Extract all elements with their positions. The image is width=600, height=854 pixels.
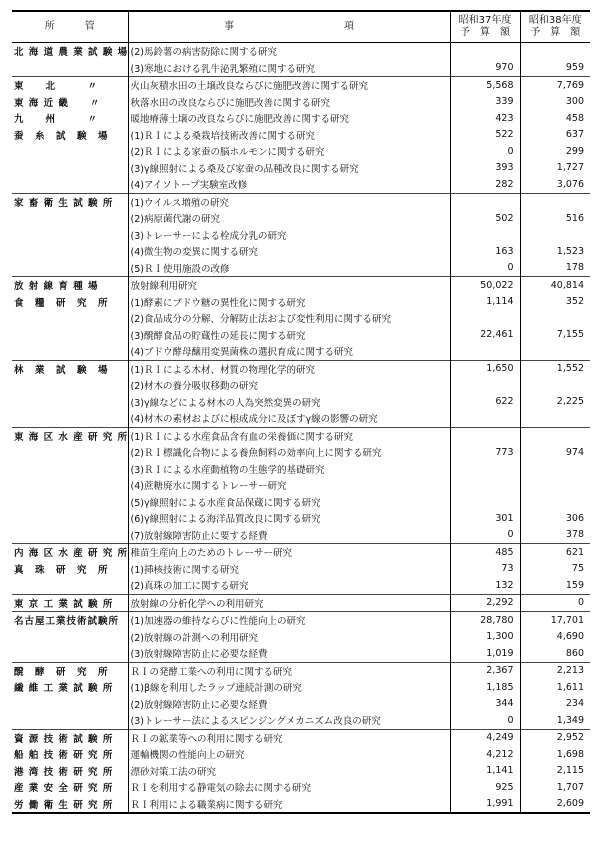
item-cell: (2)ＲＩ標識化合物による養魚飼料の効率向上に関する研究 — [128, 444, 450, 461]
budget-37-cell — [450, 227, 520, 244]
item-cell: (3)醗酵食品の貯蔵性の延長に関する研究 — [128, 327, 450, 344]
item-cell: (3)放射線障害防止に必要な経費 — [128, 645, 450, 662]
table-row — [12, 763, 590, 780]
table-row — [12, 310, 590, 327]
office-cell — [12, 260, 128, 277]
budget-37-cell: 4,249 — [450, 729, 520, 746]
table-row — [12, 43, 590, 60]
budget-38-cell: 1,552 — [520, 360, 590, 377]
item-cell: 稚苗生産向上のためのトレーサー研究 — [128, 544, 450, 561]
office-cell — [12, 394, 128, 411]
item-cell: 運輸機関の性能向上の研究 — [128, 746, 450, 763]
table-row — [12, 143, 590, 160]
budget-37-cell: 344 — [450, 696, 520, 713]
office-cell: 繊 維 工 業 試 験 所 — [14, 683, 114, 695]
item-cell: (3)トレーサー法によるスピンジングメカニズム改良の研究 — [128, 712, 450, 729]
budget-37-cell: 1,300 — [450, 629, 520, 646]
budget-38-cell — [520, 193, 590, 210]
office-cell: 東 京 工 業 試 験 所 — [12, 594, 128, 612]
budget-37-cell — [450, 427, 520, 444]
table-row — [12, 612, 590, 629]
item-cell: (1)ＲＩによる木材、材質の物理化学的研究 — [128, 360, 450, 377]
budget-38-cell: 0 — [520, 594, 590, 612]
office-cell: 内 海 区 水 産 研 究 所 — [12, 544, 128, 561]
budget-38-cell: 7,769 — [520, 77, 590, 94]
office-cell — [12, 327, 128, 344]
budget-37-cell: 1,019 — [450, 645, 520, 662]
budget-37-cell — [450, 494, 520, 511]
budget-38-cell: 458 — [520, 110, 590, 127]
item-cell: 秋落水田の改良ならびに施肥改善に関する研究 — [128, 94, 450, 111]
budget-38-cell — [520, 461, 590, 478]
budget-37-cell: 0 — [450, 712, 520, 729]
item-cell: (4)材木の素材およびに根成成分に及ぼすγ線の影響の研究 — [128, 410, 450, 427]
table-row — [12, 729, 590, 746]
table-row — [12, 477, 590, 494]
budget-38-cell: 2,115 — [520, 763, 590, 780]
table-row — [12, 527, 590, 544]
budget-38-cell: 2,225 — [520, 394, 590, 411]
table-row — [12, 629, 590, 646]
item-cell: (3)ＲＩによる水産動植物の生態学的基礎研究 — [128, 461, 450, 478]
budget-38-cell: 2,213 — [520, 662, 590, 679]
table-row — [12, 662, 590, 679]
table-row — [12, 160, 590, 177]
budget-37-cell: 423 — [450, 110, 520, 127]
budget-38-cell — [520, 377, 590, 394]
budget-38-cell: 299 — [520, 143, 590, 160]
budget-37-cell — [450, 477, 520, 494]
table-row — [12, 410, 590, 427]
budget-38-cell: 1,727 — [520, 160, 590, 177]
budget-38-cell: 637 — [520, 127, 590, 144]
table-row — [12, 210, 590, 227]
budget-38-cell: 75 — [520, 561, 590, 578]
office-cell — [12, 696, 128, 713]
item-cell: (4)ブドウ酵母醸用変異菌株の選択育成に関する研究 — [128, 343, 450, 360]
item-cell: (7)放射線障害防止に要する経費 — [128, 527, 450, 544]
office-cell: 資 源 技 術 試 験 所 — [12, 729, 128, 746]
item-cell: (2)放射線障害防止に必要な経費 — [128, 696, 450, 713]
budget-37-cell: 28,780 — [450, 612, 520, 629]
budget-37-cell: 282 — [450, 176, 520, 193]
office-cell: 真 珠 研 究 所 — [14, 564, 109, 576]
item-cell: 暖地瘠薄土壌の改良ならびに施肥改善に関する研究 — [128, 110, 450, 127]
item-cell: (6)γ線照射による海洋品質改良に関する研究 — [128, 510, 450, 527]
budget-38-cell: 1,523 — [520, 243, 590, 260]
table-row — [12, 645, 590, 662]
budget-38-cell — [520, 427, 590, 444]
budget-37-cell: 1,141 — [450, 763, 520, 780]
budget-38-cell: 4,690 — [520, 629, 590, 646]
office-cell — [12, 410, 128, 427]
budget-37-cell: 50,022 — [450, 277, 520, 294]
table-row — [12, 77, 590, 94]
table-row — [12, 377, 590, 394]
table-row — [12, 94, 590, 111]
budget-37-cell: 73 — [450, 561, 520, 578]
office-cell: 食 糧 研 究 所 — [14, 297, 109, 309]
item-cell: 漂砂対策工法の研究 — [128, 763, 450, 780]
item-cell: (3)寒地における乳牛泌乳繁殖に関する研究 — [128, 60, 450, 77]
item-cell: (1)挿核技術に関する研究 — [128, 561, 450, 578]
header-budget-37-year: 昭和37年度 — [458, 15, 512, 26]
budget-38-cell — [520, 43, 590, 60]
office-cell: 北 海 道 農 業 試 験 場 — [12, 43, 128, 60]
item-cell: (2)真珠の加工に関する研究 — [128, 577, 450, 594]
budget-38-cell: 17,701 — [520, 612, 590, 629]
item-cell: ＲＩの鉱業等への利用に関する研究 — [128, 729, 450, 746]
budget-37-cell: 0 — [450, 143, 520, 160]
office-cell: 名古屋工業技術試験所 — [12, 612, 128, 629]
budget-38-cell: 974 — [520, 444, 590, 461]
office-cell: 東 北 〃 — [12, 77, 128, 94]
table-header — [12, 11, 590, 43]
item-cell: (4)蔗糖廃水に関するトレーサー研究 — [128, 477, 450, 494]
budget-37-cell — [450, 343, 520, 360]
budget-37-cell — [450, 310, 520, 327]
budget-37-cell: 22,461 — [450, 327, 520, 344]
budget-37-cell: 5,568 — [450, 77, 520, 94]
office-cell: 蚕 糸 試 験 場 — [14, 130, 109, 142]
budget-38-cell: 1,707 — [520, 779, 590, 796]
budget-38-cell — [520, 477, 590, 494]
budget-38-cell: 7,155 — [520, 327, 590, 344]
table-row — [12, 510, 590, 527]
table-row — [12, 327, 590, 344]
office-cell: 家 畜 衛 生 試 験 所 — [12, 193, 128, 210]
table-row — [12, 679, 590, 696]
office-cell: 醗 酵 研 究 所 — [12, 662, 128, 679]
budget-37-cell: 522 — [450, 127, 520, 144]
budget-37-cell — [450, 43, 520, 60]
office-cell: 港 湾 技 術 研 究 所 — [14, 766, 114, 778]
table-row — [12, 227, 590, 244]
item-cell: (4)微生物の変異に関する研究 — [128, 243, 450, 260]
table-row — [12, 796, 590, 814]
table-row — [12, 193, 590, 210]
table-row — [12, 127, 590, 144]
item-cell: (3)トレーサーによる栓成分乳の研究 — [128, 227, 450, 244]
office-cell — [12, 310, 128, 327]
table-row — [12, 577, 590, 594]
header-office: 所 管 — [12, 11, 128, 43]
office-cell: 放 射 線 育 種 場 — [12, 277, 128, 294]
budget-37-cell: 0 — [450, 260, 520, 277]
budget-37-cell — [450, 377, 520, 394]
budget-37-cell: 1,991 — [450, 796, 520, 814]
office-cell: 東 海 区 水 産 研 究 所 — [12, 427, 128, 444]
budget-38-cell — [520, 310, 590, 327]
budget-37-cell — [450, 193, 520, 210]
table-row — [12, 779, 590, 796]
budget-38-cell: 621 — [520, 544, 590, 561]
office-cell — [12, 494, 128, 511]
budget-38-cell: 959 — [520, 60, 590, 77]
header-budget-37-label: 予 算 額 — [460, 27, 510, 38]
budget-38-cell: 516 — [520, 210, 590, 227]
budget-37-cell: 393 — [450, 160, 520, 177]
budget-38-cell: 378 — [520, 527, 590, 544]
budget-37-cell — [450, 410, 520, 427]
item-cell: (5)ＲＩ使用施設の改修 — [128, 260, 450, 277]
budget-38-cell — [520, 343, 590, 360]
budget-38-cell: 300 — [520, 94, 590, 111]
item-cell: (1)加速器の維持ならびに性能向上の研究 — [128, 612, 450, 629]
budget-38-cell: 159 — [520, 577, 590, 594]
item-cell: (2)材木の養分吸収移動の研究 — [128, 377, 450, 394]
table-row — [12, 176, 590, 193]
table-row — [12, 110, 590, 127]
office-cell: 船 舶 技 術 研 究 所 — [14, 750, 114, 762]
budget-37-cell: 2,367 — [450, 662, 520, 679]
item-cell: 放射線利用研究 — [128, 277, 450, 294]
budget-37-cell: 163 — [450, 243, 520, 260]
budget-38-cell: 306 — [520, 510, 590, 527]
table-row — [12, 712, 590, 729]
budget-37-cell: 925 — [450, 779, 520, 796]
office-cell: 九 州 〃 — [14, 114, 99, 126]
item-cell: (1)β線を利用したラップ連続計測の研究 — [128, 679, 450, 696]
budget-37-cell: 339 — [450, 94, 520, 111]
table-row — [12, 544, 590, 561]
budget-38-cell: 1,349 — [520, 712, 590, 729]
item-cell: (1)ＲＩによる桑栽培技術改善に関する研究 — [128, 127, 450, 144]
budget-38-cell — [520, 227, 590, 244]
table-row — [12, 594, 590, 612]
budget-38-cell: 234 — [520, 696, 590, 713]
budget-37-cell: 301 — [450, 510, 520, 527]
budget-37-cell: 485 — [450, 544, 520, 561]
office-cell — [12, 629, 128, 646]
office-cell — [12, 444, 128, 461]
table-row — [12, 461, 590, 478]
office-cell — [12, 210, 128, 227]
item-cell: (5)γ線照射による水産食品保蔵に関する研究 — [128, 494, 450, 511]
office-cell — [12, 343, 128, 360]
budget-37-cell: 132 — [450, 577, 520, 594]
budget-37-cell: 502 — [450, 210, 520, 227]
item-cell: (4)アイソトープ実験室改修 — [128, 176, 450, 193]
office-cell — [12, 510, 128, 527]
item-cell: 火山灰積水田の土壌改良ならびに施肥改善に関する研究 — [128, 77, 450, 94]
office-cell — [12, 243, 128, 260]
office-cell: 産 業 安 全 研 究 所 — [14, 783, 114, 795]
item-cell: ＲＩ利用による職業病に関する研究 — [128, 796, 450, 814]
header-budget-37 — [450, 11, 520, 43]
budget-37-cell — [450, 461, 520, 478]
office-cell — [12, 712, 128, 729]
table-row — [12, 60, 590, 77]
budget-38-cell: 2,952 — [520, 729, 590, 746]
office-cell — [12, 143, 128, 160]
budget-38-cell: 3,076 — [520, 176, 590, 193]
office-cell — [12, 577, 128, 594]
item-cell: (1)ウイルス増殖の研究 — [128, 193, 450, 210]
item-cell: (2)馬鈴薯の病害防除に関する研究 — [128, 43, 450, 60]
budget-38-cell: 860 — [520, 645, 590, 662]
budget-37-cell: 622 — [450, 394, 520, 411]
office-cell — [12, 477, 128, 494]
item-cell: ＲＩを利用する静電気の除去に関する研究 — [128, 779, 450, 796]
budget-38-cell: 178 — [520, 260, 590, 277]
item-cell: ＲＩの発酵工業への利用に関する研究 — [128, 662, 450, 679]
office-cell: 労 働 衛 生 研 究 所 — [12, 796, 128, 814]
item-cell: (1)酵素にブドウ糖の異性化に関する研究 — [128, 294, 450, 311]
header-budget-38-label: 予 算 額 — [530, 27, 581, 38]
table-row — [12, 243, 590, 260]
budget-38-cell: 352 — [520, 294, 590, 311]
table-body — [12, 43, 590, 814]
item-cell: (2)放射線の計測への利用研究 — [128, 629, 450, 646]
item-cell: (1)ＲＩによる水産食品含有血の栄養価に関する研究 — [128, 427, 450, 444]
budget-37-cell: 1,114 — [450, 294, 520, 311]
budget-37-cell: 970 — [450, 60, 520, 77]
item-cell: (2)ＲＩによる家蚕の脳ホルモンに関する研究 — [128, 143, 450, 160]
office-cell — [12, 645, 128, 662]
budget-38-cell — [520, 494, 590, 511]
budget-37-cell: 773 — [450, 444, 520, 461]
header-item: 事 項 — [128, 11, 450, 43]
budget-38-cell — [520, 410, 590, 427]
budget-37-cell: 1,650 — [450, 360, 520, 377]
table-row — [12, 277, 590, 294]
header-budget-38-year: 昭和38年度 — [528, 15, 582, 26]
office-cell — [12, 527, 128, 544]
table-row — [12, 343, 590, 360]
office-cell — [12, 377, 128, 394]
table-row — [12, 260, 590, 277]
budget-38-cell: 40,814 — [520, 277, 590, 294]
item-cell: (3)γ線照射による桑及び家蚕の品種改良に関する研究 — [128, 160, 450, 177]
table-row — [12, 394, 590, 411]
budget-table — [12, 10, 590, 814]
table-row — [12, 494, 590, 511]
office-cell — [12, 160, 128, 177]
item-cell: 放射線の分析化学への利用研究 — [128, 594, 450, 612]
budget-37-cell: 4,212 — [450, 746, 520, 763]
item-cell: (2)病原菌代謝の研究 — [128, 210, 450, 227]
item-cell: (3)γ線などによる材木の人為突然変異の研究 — [128, 394, 450, 411]
office-cell — [12, 176, 128, 193]
office-cell: 東 海 近 畿 〃 — [14, 97, 101, 109]
header-budget-38 — [520, 11, 590, 43]
office-cell: 林 業 試 験 場 — [12, 360, 128, 377]
office-cell — [12, 461, 128, 478]
table-row — [12, 696, 590, 713]
budget-38-cell: 1,698 — [520, 746, 590, 763]
budget-37-cell: 0 — [450, 527, 520, 544]
item-cell: (2)食品成分の分解、分解防止法および変性利用に関する研究 — [128, 310, 450, 327]
table-row — [12, 427, 590, 444]
table-row — [12, 746, 590, 763]
office-cell — [12, 60, 128, 77]
budget-37-cell: 2,292 — [450, 594, 520, 612]
table-row — [12, 360, 590, 377]
table-row — [12, 294, 590, 311]
budget-38-cell: 2,609 — [520, 796, 590, 814]
office-cell — [12, 227, 128, 244]
table-row — [12, 444, 590, 461]
table-row — [12, 561, 590, 578]
budget-38-cell: 1,611 — [520, 679, 590, 696]
budget-37-cell: 1,185 — [450, 679, 520, 696]
